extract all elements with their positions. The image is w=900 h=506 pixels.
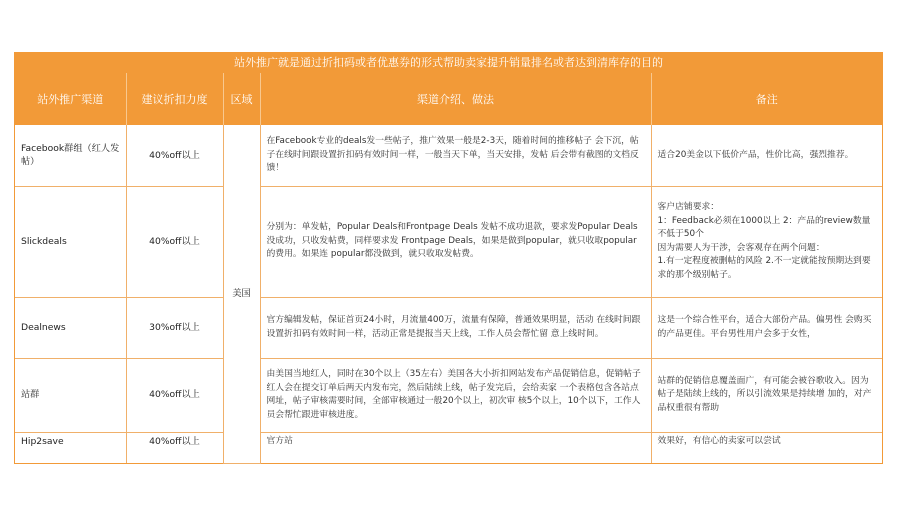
channel-name: Slickdeals bbox=[15, 186, 126, 297]
table-row bbox=[15, 432, 882, 463]
note-line: 这是一个综合性平台，适合大部份产品。偏男性 会购买的产品更佳。平台男性用户会多于女性， bbox=[657, 315, 872, 339]
channel-intro: 分别为：单发帖，Popular Deals和Frontpage Deals 发帖不成功退款，要求发Popular Deals没成功，只收发帖费，同样要求发 Frontpage Deals，如果是做到popular，就只收取popular的费用。如果连 popular都没做到，就只收取发帖费。 bbox=[260, 186, 651, 297]
header-row bbox=[15, 73, 882, 125]
channel-notes bbox=[651, 358, 882, 432]
discount-value: 40%off以上 bbox=[126, 432, 223, 463]
channel-notes bbox=[651, 432, 882, 463]
channel-notes bbox=[651, 125, 882, 186]
header-notes: 备注 bbox=[651, 73, 882, 125]
table-row bbox=[15, 125, 882, 186]
note-line: 因为需要人为干涉，会客观存在两个问题： bbox=[657, 242, 825, 253]
channel-intro: 由美国当地红人，同时在30个以上（35左右）美国各大小折扣网站发布产品促销信息，促销帖子红人会在提交订单后两天内发布完，然后陆续上线，帖子发完后，会给卖家 一个表格包含各站点网址，帖子审核需要时间，全部审核通过一般20个以上，初次审 核5个以上，10个以下，工作人员会帮忙跟进审核进度。 bbox=[260, 358, 651, 432]
note-line: 客户店铺要求： bbox=[657, 202, 720, 212]
channel-intro: 官方站 bbox=[260, 432, 651, 463]
channel-name: 站群 bbox=[15, 358, 126, 432]
table-row bbox=[15, 186, 882, 297]
channel-notes bbox=[651, 186, 882, 297]
promotion-table-grid bbox=[15, 53, 882, 464]
header-discount: 建议折扣力度 bbox=[126, 73, 223, 125]
channel-name: Facebook群组（红人发帖） bbox=[15, 125, 126, 186]
header-intro: 渠道介绍、做法 bbox=[260, 73, 651, 125]
table-row bbox=[15, 297, 882, 358]
region-cell: 美国 bbox=[223, 125, 260, 463]
promotion-table bbox=[14, 52, 883, 464]
note-line: 适合20美金以下低价产品，性价比高，强烈推荐。 bbox=[657, 149, 854, 160]
discount-value: 30%off以上 bbox=[126, 297, 223, 358]
note-line: 站群的促销信息覆盖面广，有可能会被谷歌收入。因为帖子是陆续上线的，所以引流效果是持续增 加的，对产品权重很有帮助 bbox=[657, 375, 872, 413]
note-line: 1.有一定程度被删帖的风险 2.不一定就能按预期达到要求的那个级别帖子。 bbox=[657, 256, 871, 280]
discount-value: 40%off以上 bbox=[126, 358, 223, 432]
channel-notes bbox=[651, 297, 882, 358]
channel-name: Dealnews bbox=[15, 297, 126, 358]
channel-name: Hip2save bbox=[15, 432, 126, 463]
channel-intro: 在Facebook专业的deals发一些帖子，推广效果一般是2-3天，随着时间的推移帖子 会下沉，帖子在线时间跟设置折扣码有效时间一样，一般当天下单，当天安排，发帖 后会带有截图的文档反馈！ bbox=[260, 125, 651, 186]
discount-value: 40%off以上 bbox=[126, 125, 223, 186]
channel-intro: 官方编辑发帖，保证首页24小时，月流量400万，流量有保障，普通效果明显，活动 在线时间跟设置折扣码有效时间一样，活动正常是提报当天上线，工作人员会帮忙留 意上线时间。 bbox=[260, 297, 651, 358]
note-line: 1：Feedback必须在1000以上 2：产品的review数量不低于50个 bbox=[657, 215, 871, 239]
note-line: 效果好，有信心的卖家可以尝试 bbox=[657, 435, 781, 446]
discount-value: 40%off以上 bbox=[126, 186, 223, 297]
header-region: 区域 bbox=[223, 73, 260, 125]
table-banner: 站外推广就是通过折扣码或者优惠券的形式帮助卖家提升销量排名或者达到清库存的目的 bbox=[15, 53, 882, 73]
table-row bbox=[15, 358, 882, 432]
header-channel: 站外推广渠道 bbox=[15, 73, 126, 125]
